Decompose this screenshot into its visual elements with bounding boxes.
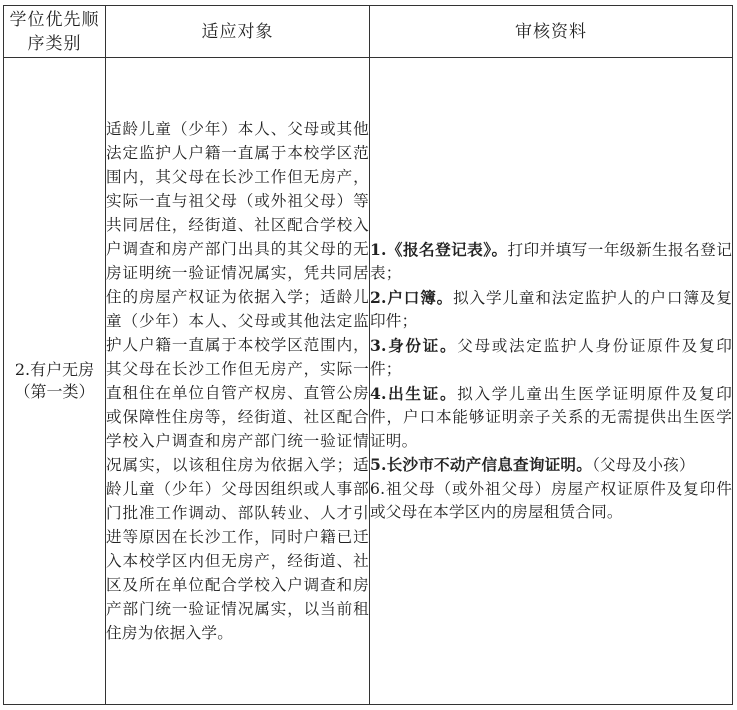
document-title: 2.户口簿。 [370, 287, 454, 307]
document-item-2 [370, 286, 732, 334]
target-cell: 适龄儿童（少年）本人、父母或其他法定监护人户籍一直属于本校学区范围内，其父母在长沙工作但无房产，实际一直与祖父母（或外祖父母）等共同居住，经街道、社区配合学校入户调查和房产部门出具的其父母的无房证明统一验证情况属实，凭共同居住的房屋产权证为依据入学；适龄儿童（少年）本人、父母或其他法定监护人户籍一直属于本校学区范围内，其父母在长沙工作但无房产，实际一直租住在单位自管产权房、直管公房或保障性住房等，经街道、社区配合学校入户调查和房产部门统一验证情况属实，以该租住房为依据入学；适龄儿童（少年）父母因组织或人事部门批准工作调动、部队转业、人才引进等原因在长沙工作，同时户籍已迁入本校学区内但无房产，经街道、社区及所在单位配合学校入户调查和房产部门统一验证情况属实，以当前租住房为依据入学。 [106, 58, 370, 705]
document-title: 4.出生证。 [370, 383, 458, 403]
document-item-4 [370, 382, 732, 454]
document-item-3 [370, 334, 732, 382]
document-item-5 [370, 453, 732, 478]
header-target: 适应对象 [106, 6, 370, 58]
document-title: 3.身份证。 [370, 335, 458, 355]
table-row [4, 58, 733, 705]
header-category: 学位优先顺序类别 [4, 6, 106, 58]
documents-cell [370, 58, 733, 705]
document-title: 1.《报名登记表》。 [370, 239, 508, 259]
document-title: 5.长沙市不动产信息查询证明。 [370, 455, 592, 474]
document-text: 拟入学儿童出生医学证明原件及复印件，户口本能够证明亲子关系的无需提供出生医学证明。 [370, 384, 732, 450]
document-text: 父母或法定监护人身份证原件及复印件； [370, 336, 732, 378]
document-text: 打印并填写一年级新生报名登记表； [370, 240, 732, 282]
table-header-row [4, 6, 733, 58]
enrollment-policy-table [3, 5, 733, 705]
category-cell: 2.有户无房（第一类） [4, 58, 106, 705]
document-item-1 [370, 238, 732, 286]
header-documents: 审核资料 [370, 6, 733, 58]
document-text: 拟入学儿童和法定监护人的户口簿及复印件； [370, 288, 732, 330]
document-text: 6.祖父母（或外祖父母）房屋产权证原件及复印件或父母在本学区内的房屋租赁合同。 [370, 479, 732, 521]
document-item-6 [370, 478, 732, 525]
document-text: （父母及小孩） [592, 456, 695, 474]
